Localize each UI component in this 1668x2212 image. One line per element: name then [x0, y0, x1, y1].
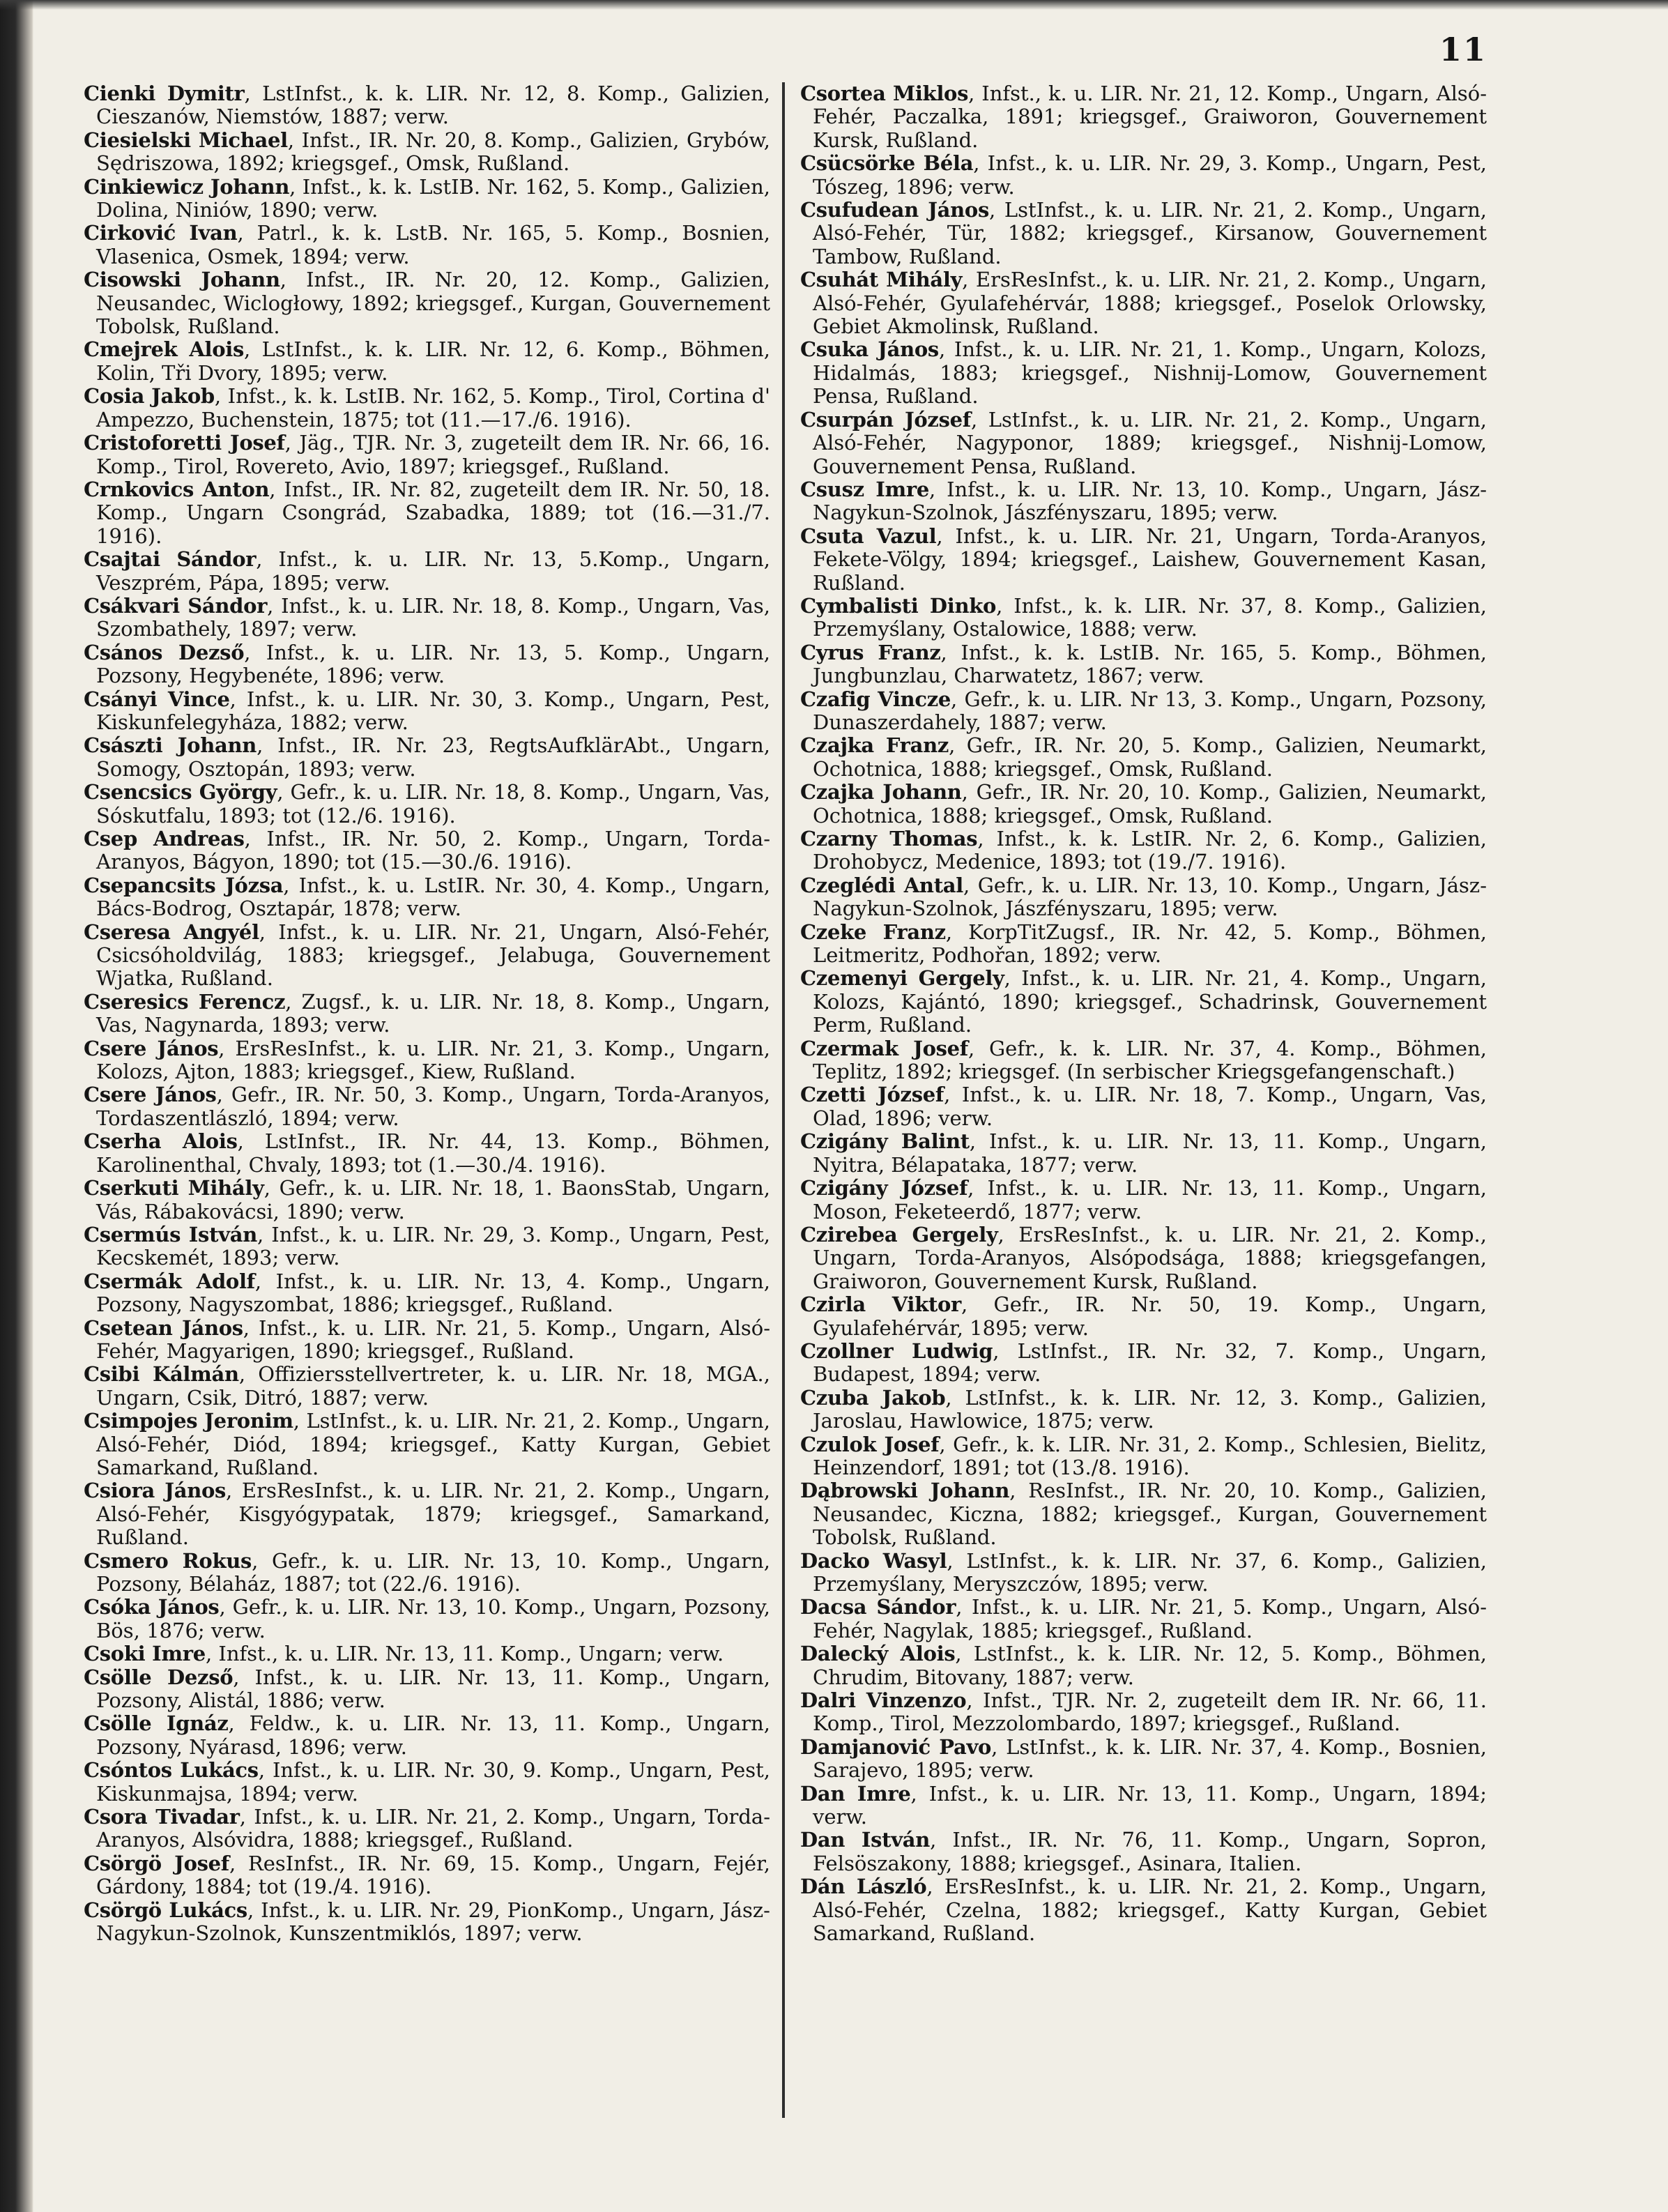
entry-details: , LstInfst., k. u. LIR. Nr. 21, 2. Komp., Ungarn, Alsó-Fehér, Tür, 1882; kriegsgef., Kirsanow, Gouvernement Tambow, Rußland.: [813, 198, 1487, 268]
entry-name: Czemenyi Gergely: [800, 966, 1004, 991]
entry-name: Cristoforetti Josef: [84, 431, 285, 455]
list-entry: [84, 176, 770, 222]
list-entry: [84, 432, 770, 478]
entry-name: Cyrus Franz: [800, 640, 941, 664]
entry-details: , Patrl., k. k. LstB. Nr. 165, 5. Komp., Bosnien, Vlasenica, Osmek, 1894; verw.: [96, 221, 770, 268]
list-entry: [800, 1689, 1487, 1736]
entry-details: , Infst., k. u. LIR. Nr. 21, 12. Komp., Ungarn, Alsó-Fehér, Paczalka, 1891; kriegsgef., Graiworon, Gouvernement Kursk, Rußland.: [813, 82, 1487, 152]
entry-name: Csepancsits Józsa: [84, 873, 284, 897]
entry-name: Csákvari Sándor: [84, 593, 268, 618]
list-entry: [84, 1363, 770, 1410]
entry-details: , Gefr., k. u. LIR. Nr. 18, 8. Komp., Ungarn, Vas, Sóskutfalu, 1893; tot (12./6. 1916).: [96, 780, 770, 827]
entry-name: Csencsics György: [84, 780, 277, 804]
entry-details: , LstInfst., IR. Nr. 44, 13. Komp., Böhmen, Karolinenthal, Chvaly, 1893; tot (1.—30./4. 1916).: [96, 1129, 770, 1177]
list-entry: [84, 734, 770, 781]
list-entry: [800, 82, 1487, 152]
list-entry: [800, 1037, 1487, 1084]
entry-name: Czulok Josef: [800, 1432, 940, 1456]
entry-name: Csücsörke Béla: [800, 151, 974, 176]
entry-details: , Infst., k. k. LstIB. Nr. 165, 5. Komp., Böhmen, Jungbunzlau, Charwatetz, 1867; verw.: [813, 640, 1487, 688]
entry-details: , LstInfst., k. u. LIR. Nr. 21, 2. Komp., Ungarn, Alsó-Fehér, Diód, 1894; kriegsgef., Katty Kurgan, Gebiet Samarkand, Rußland.: [96, 1409, 770, 1479]
entry-details: , Infst., IR. Nr. 20, 8. Komp., Galizien, Grybów, Sędriszowa, 1892; kriegsgef., Omsk, Rußland.: [96, 128, 770, 176]
entry-details: , Jäg., TJR. Nr. 3, zugeteilt dem IR. Nr. 66, 16. Komp., Tirol, Rovereto, Avio, 1897; kriegsgef., Rußland.: [96, 431, 770, 478]
list-entry: [800, 338, 1487, 408]
entry-details: , Infst., k. u. LIR. Nr. 30, 3. Komp., Ungarn, Pest, Kiskunfelegyháza, 1882; verw.: [96, 687, 770, 734]
entry-details: , LstInfst., k. k. LIR. Nr. 12, 8. Komp., Galizien, Cieszanów, Niemstów, 1887; verw.: [96, 82, 770, 129]
list-entry: [800, 1736, 1487, 1783]
entry-details: , Infst., k. u. LIR. Nr. 21, 2. Komp., Ungarn, Torda-Aranyos, Alsóvidra, 1888; kriegsgef., Rußland.: [96, 1805, 770, 1852]
entry-name: Czetti József: [800, 1083, 944, 1107]
entry-details: , Infst., k. u. LIR. Nr. 21, Ungarn, Alsó-Fehér, Csicsóholdvilág, 1883; kriegsgef., Jelabuga, Gouvernement Wjatka, Rußland.: [96, 920, 770, 991]
entry-name: Ciesielski Michael: [84, 128, 288, 152]
list-entry: [800, 1479, 1487, 1549]
entry-details: , Infst., k. u. LIR. Nr. 18, 7. Komp., Ungarn, Vas, Olad, 1896; verw.: [813, 1083, 1487, 1130]
entry-name: Dacsa Sándor: [800, 1595, 956, 1619]
entry-name: Czuba Jakob: [800, 1385, 946, 1410]
entry-name: Csányi Vince: [84, 687, 230, 711]
list-entry: [800, 874, 1487, 921]
list-entry: [84, 1083, 770, 1130]
list-entry: [84, 921, 770, 991]
entry-name: Csuhát Mihály: [800, 268, 963, 292]
list-entry: [800, 1177, 1487, 1223]
entry-name: Cmejrek Alois: [84, 337, 245, 362]
entry-details: , Gefr., IR. Nr. 50, 19. Komp., Ungarn, Gyulafehérvár, 1895; verw.: [813, 1292, 1487, 1340]
list-entry: [800, 1340, 1487, 1387]
entry-details: , Infst., k. k. LIR. Nr. 37, 8. Komp., Galizien, Przemyślany, Ostalowice, 1888; verw.: [813, 593, 1487, 641]
entry-details: , Gefr., k. k. LIR. Nr. 37, 4. Komp., Böhmen, Teplitz, 1892; kriegsgef. (In serbischer Kriegsgefangenschaft.): [813, 1036, 1487, 1084]
list-entry: [84, 1806, 770, 1852]
entry-name: Czigány József: [800, 1176, 968, 1200]
entry-name: Cirković Ivan: [84, 221, 238, 245]
list-entry: [800, 967, 1487, 1037]
list-entry: [84, 268, 770, 338]
entry-name: Csoki Imre: [84, 1642, 206, 1666]
page-number: 11: [1439, 31, 1487, 68]
entry-name: Czigány Balint: [800, 1129, 970, 1154]
entry-name: Csóka János: [84, 1595, 220, 1619]
list-entry: [800, 781, 1487, 827]
entry-details: , Gefr., k. k. LIR. Nr. 31, 2. Komp., Schlesien, Bielitz, Heinzendorf, 1891; tot (13./8. 1916).: [813, 1432, 1487, 1479]
entry-details: , Infst., IR. Nr. 82, zugeteilt dem IR. Nr. 50, 18. Komp., Ungarn Csongrád, Szabadka, 1889; tot (16.—31./7. 1916).: [96, 477, 770, 548]
entry-name: Csimpojes Jeronim: [84, 1409, 293, 1433]
entry-details: , Infst., k. u. LIR. Nr. 13, 11. Komp., Ungarn, Moson, Feketeerdő, 1877; verw.: [813, 1176, 1487, 1223]
entry-details: , Infst., k. u. LIR. Nr. 29, PionKomp., Ungarn, Jász-Nagykun-Szolnok, Kunszentmiklós, 1897; verw.: [96, 1898, 770, 1946]
entry-name: Csetean János: [84, 1315, 243, 1340]
entry-details: , Infst., IR. Nr. 50, 2. Komp., Ungarn, Torda-Aranyos, Bágyon, 1890; tot (15.—30./6. 1916).: [96, 827, 770, 874]
entry-details: , Infst., k. k. LstIB. Nr. 162, 5. Komp., Galizien, Dolina, Niniów, 1890; verw.: [96, 174, 770, 222]
entry-name: Cserkuti Mihály: [84, 1176, 264, 1200]
entry-details: , Infst., k. u. LIR. Nr. 13, 5.Komp., Ungarn, Veszprém, Pápa, 1895; verw.: [96, 547, 770, 595]
entry-details: , Infst., k. u. LIR. Nr. 13, 11. Komp., Ungarn, 1894; verw.: [813, 1781, 1487, 1829]
list-entry: [84, 385, 770, 432]
list-entry: [84, 1712, 770, 1759]
entry-details: , KorpTitZugsf., IR. Nr. 42, 5. Komp., Böhmen, Leitmeritz, Podhořan, 1892; verw.: [813, 920, 1487, 968]
entry-name: Csóntos Lukács: [84, 1758, 259, 1783]
entry-details: , Gefr., IR. Nr. 50, 3. Komp., Ungarn, Torda-Aranyos, Tordaszentlászló, 1894; verw.: [96, 1083, 770, 1130]
entry-details: , ErsResInfst., k. u. LIR. Nr. 21, 3. Komp., Ungarn, Kolozs, Ajton, 1883; kriegsgef., Kiew, Rußland.: [96, 1036, 770, 1084]
entry-name: Csölle Ignáz: [84, 1711, 229, 1736]
right-column: [800, 82, 1487, 2118]
list-entry: [800, 595, 1487, 641]
entry-details: , Infst., k. u. LIR. Nr. 21, 5. Komp., Ungarn, Alsó-Fehér, Magyarigen, 1890; kriegsgef., Rußland.: [96, 1315, 770, 1363]
entry-name: Cosia Jakob: [84, 384, 215, 409]
list-entry: [800, 1550, 1487, 1596]
entry-name: Csiora János: [84, 1479, 227, 1503]
list-entry: [800, 1387, 1487, 1433]
list-entry: [800, 525, 1487, 595]
entry-name: Csibi Kálmán: [84, 1362, 239, 1387]
entry-name: Dan Imre: [800, 1781, 911, 1806]
list-entry: [800, 478, 1487, 525]
list-entry: [84, 1130, 770, 1177]
list-entry: [84, 478, 770, 548]
list-entry: [84, 991, 770, 1037]
entry-name: Csermús István: [84, 1222, 257, 1246]
entry-name: Csermák Adolf: [84, 1269, 255, 1293]
scan-top-edge: [0, 0, 1668, 10]
entry-details: , Infst., k. k. LstIR. Nr. 2, 6. Komp., Galizien, Drohobycz, Medenice, 1893; tot (19./7. 1916).: [813, 827, 1487, 874]
list-entry: [84, 781, 770, 827]
list-entry: [84, 1410, 770, 1479]
list-entry: [84, 1596, 770, 1642]
entry-details: , Infst., IR. Nr. 76, 11. Komp., Ungarn, Sopron, Felsöszakony, 1888; kriegsgef., Asinara, Italien.: [813, 1828, 1487, 1875]
entry-details: , ResInfst., IR. Nr. 20, 10. Komp., Galizien, Neusandec, Kiczna, 1882; kriegsgef., Kurgan, Gouvernement Tobolsk, Rußland.: [813, 1479, 1487, 1550]
list-entry: [84, 874, 770, 921]
entry-details: , LstInfst., k. k. LIR. Nr. 12, 6. Komp., Böhmen, Kolin, Tři Dvory, 1895; verw.: [96, 337, 770, 385]
entry-details: , Feldw., k. u. LIR. Nr. 13, 11. Komp., Ungarn, Pozsony, Nyárasd, 1896; verw.: [96, 1711, 770, 1759]
entry-details: , Infst., k. u. LIR. Nr. 13, 5. Komp., Ungarn, Pozsony, Hegybenéte, 1896; verw.: [96, 640, 770, 688]
entry-name: Cinkiewicz Johann: [84, 174, 290, 199]
entry-details: , ErsResInfst., k. u. LIR. Nr. 21, 2. Komp., Ungarn, Alsó-Fehér, Kisgyógypatak, 1879; kriegsgef., Samarkand, Rußland.: [96, 1479, 770, 1550]
list-entry: [84, 129, 770, 176]
entry-details: , Gefr., k. u. LIR. Nr. 13, 10. Komp., Ungarn, Pozsony, Bélaház, 1887; tot (22./6. 1916).: [96, 1548, 770, 1596]
list-entry: [800, 734, 1487, 781]
entry-details: , Infst., k. u. LIR. Nr. 13, 11. Komp., Ungarn, Pozsony, Alistál, 1886; verw.: [96, 1665, 770, 1713]
entry-name: Cienki Dymitr: [84, 82, 245, 105]
entry-details: , LstInfst., k. k. LIR. Nr. 12, 3. Komp., Galizien, Jaroslau, Hawlowice, 1875; verw.: [813, 1385, 1487, 1433]
entry-details: , ErsResInfst., k. u. LIR. Nr. 21, 2. Komp., Ungarn, Alsó-Fehér, Czelna, 1882; kriegsgef., Katty Kurgan, Gebiet Samarkand, Rußland.: [813, 1875, 1487, 1946]
entry-details: , Infst., k. u. LIR. Nr. 13, 11. Komp., Ungarn, Nyitra, Bélapataka, 1877; verw.: [813, 1129, 1487, 1177]
entry-details: , Offiziersstellvertreter, k. u. LIR. Nr. 18, MGA., Ungarn, Csik, Ditró, 1887; verw.: [96, 1362, 770, 1410]
entry-name: Cisowski Johann: [84, 268, 280, 292]
entry-name: Csurpán József: [800, 407, 971, 432]
entry-details: , Infst., k. u. LIR. Nr. 21, 1. Komp., Ungarn, Kolozs, Hidalmás, 1883; kriegsgef., Nishnij-Lomow, Gouvernement Pensa, Rußland.: [813, 337, 1487, 409]
entry-name: Dacko Wasyl: [800, 1548, 947, 1573]
list-entry: [84, 1177, 770, 1223]
list-entry: [800, 1130, 1487, 1177]
entry-name: Csufudean János: [800, 198, 989, 222]
list-entry: [84, 548, 770, 595]
entry-details: , Gefr., IR. Nr. 20, 10. Komp., Galizien, Neumarkt, Ochotnica, 1888; kriegsgef., Omsk, Rußland.: [813, 780, 1487, 827]
entry-details: , Gefr., IR. Nr. 20, 5. Komp., Galizien, Neumarkt, Ochotnica, 1888; kriegsgef., Omsk, Rußland.: [813, 733, 1487, 781]
list-entry: [800, 152, 1487, 199]
entry-name: Czirebea Gergely: [800, 1222, 998, 1246]
entry-details: , Infst., k. k. LstIB. Nr. 162, 5. Komp., Tirol, Cortina d' Ampezzo, Buchenstein, 1875; tot (11.—17./6. 1916).: [96, 384, 770, 432]
entry-details: , Infst., k. u. LIR. Nr. 29, 3. Komp., Ungarn, Pest, Tószeg, 1896; verw.: [813, 151, 1487, 199]
entry-name: Csortea Miklos: [800, 82, 969, 105]
list-entry: [800, 1783, 1487, 1829]
left-column: [84, 82, 770, 2118]
entry-details: , Infst., k. u. LIR. Nr. 21, Ungarn, Torda-Aranyos, Fekete-Völgy, 1894; kriegsgef., Laishew, Gouvernement Kasan, Rußland.: [813, 524, 1487, 595]
list-entry: [84, 1479, 770, 1549]
entry-details: , Infst., k. u. LIR. Nr. 30, 9. Komp., Ungarn, Pest, Kiskunmajsa, 1894; verw.: [96, 1758, 770, 1806]
entry-name: Dalri Vinzenzo: [800, 1688, 967, 1713]
entry-details: , ResInfst., IR. Nr. 69, 15. Komp., Ungarn, Fejér, Gárdony, 1884; tot (19./4. 1916).: [96, 1851, 770, 1899]
list-entry: [800, 688, 1487, 735]
entry-details: , LstInfst., k. k. LIR. Nr. 37, 4. Komp., Bosnien, Sarajevo, 1895; verw.: [813, 1734, 1487, 1783]
list-entry: [800, 409, 1487, 478]
entry-details: , Zugsf., k. u. LIR. Nr. 18, 8. Komp., Ungarn, Vas, Nagynarda, 1893; verw.: [96, 989, 770, 1037]
list-entry: [84, 1270, 770, 1317]
list-entry: [84, 827, 770, 874]
entry-details: , Gefr., k. u. LIR. Nr. 18, 1. BaonsStab, Ungarn, Vás, Rábakovácsi, 1890; verw.: [96, 1176, 770, 1223]
list-entry: [800, 1875, 1487, 1945]
entry-name: Császti Johann: [84, 733, 257, 758]
list-entry: [800, 199, 1487, 268]
entry-name: Damjanović Pavo: [800, 1734, 992, 1759]
list-entry: [800, 921, 1487, 968]
list-entry: [800, 1223, 1487, 1293]
entry-details: , Infst., IR. Nr. 23, RegtsAufklärAbt., Ungarn, Somogy, Osztopán, 1893; verw.: [96, 733, 770, 781]
entry-name: Cserha Alois: [84, 1129, 238, 1154]
entry-name: Dąbrowski Johann: [800, 1479, 1010, 1503]
entry-details: , Infst., k. u. LIR. Nr. 29, 3. Komp., Ungarn, Pest, Kecskemét, 1893; verw.: [96, 1222, 770, 1270]
entry-details: , Gefr., k. u. LIR. Nr 13, 3. Komp., Ungarn, Pozsony, Dunaszerdahely, 1887; verw.: [813, 687, 1487, 734]
list-entry: [84, 641, 770, 688]
entry-name: Csuta Vazul: [800, 524, 937, 548]
entry-name: Csölle Dezső: [84, 1665, 234, 1689]
entry-name: Dan István: [800, 1828, 931, 1852]
entry-details: , Gefr., k. u. LIR. Nr. 13, 10. Komp., Ungarn, Pozsony, Bös, 1876; verw.: [96, 1595, 770, 1642]
entry-name: Csörgö Josef: [84, 1851, 229, 1875]
list-entry: [800, 268, 1487, 338]
entry-name: Csora Tivadar: [84, 1805, 240, 1829]
entry-name: Csere János: [84, 1083, 217, 1107]
entry-details: , Infst., k. u. LIR. Nr. 18, 8. Komp., Ungarn, Vas, Szombathely, 1897; verw.: [96, 593, 770, 641]
entry-name: Czeke Franz: [800, 920, 946, 944]
entry-details: , Infst., k. u. LstIR. Nr. 30, 4. Komp., Ungarn, Bács-Bodrog, Osztapár, 1878; verw.: [96, 873, 770, 921]
entry-name: Czajka Johann: [800, 780, 962, 804]
list-entry: [800, 827, 1487, 874]
list-entry: [800, 1433, 1487, 1480]
entry-details: , Infst., k. u. LIR. Nr. 13, 4. Komp., Ungarn, Pozsony, Nagyszombat, 1886; kriegsgef., Rußland.: [96, 1269, 770, 1317]
list-entry: [84, 1223, 770, 1270]
list-entry: [84, 82, 770, 129]
list-entry: [800, 1642, 1487, 1689]
entry-details: , Infst., k. u. LIR. Nr. 21, 5. Komp., Ungarn, Alsó-Fehér, Nagylak, 1885; kriegsgef., Rußland.: [813, 1595, 1487, 1642]
entry-name: Czollner Ludwig: [800, 1338, 993, 1363]
list-entry: [84, 1550, 770, 1596]
entry-name: Czarny Thomas: [800, 827, 978, 851]
list-entry: [84, 222, 770, 268]
list-entry: [84, 688, 770, 735]
entry-name: Dalecký Alois: [800, 1642, 956, 1666]
entry-details: , LstInfst., k. k. LIR. Nr. 12, 5. Komp., Böhmen, Chrudim, Bitovany, 1887; verw.: [813, 1642, 1487, 1689]
list-entry: [84, 1666, 770, 1713]
scan-left-edge: [0, 0, 33, 2212]
list-entry: [84, 1317, 770, 1364]
entry-name: Czirla Viktor: [800, 1292, 962, 1317]
entry-name: Csmero Rokus: [84, 1548, 252, 1573]
entry-details: , Infst., k. u. LIR. Nr. 13, 10. Komp., Ungarn, Jász-Nagykun-Szolnok, Jászfényszaru, 1895; verw.: [813, 477, 1487, 525]
entry-details: , LstInfst., k. u. LIR. Nr. 21, 2. Komp., Ungarn, Alsó-Fehér, Nagyponor, 1889; kriegsgef., Nishnij-Lomow, Gouvernement Pensa, Rußland.: [813, 407, 1487, 478]
list-entry: [84, 595, 770, 641]
entry-name: Czermak Josef: [800, 1036, 968, 1060]
entry-details: , Gefr., k. u. LIR. Nr. 13, 10. Komp., Ungarn, Jász-Nagykun-Szolnok, Jászfényszaru, 1895; verw.: [813, 873, 1487, 921]
entry-details: , Infst., k. u. LIR. Nr. 13, 11. Komp., Ungarn; verw.: [205, 1642, 724, 1666]
list-entry: [84, 1899, 770, 1946]
entry-details: , Infst., k. u. LIR. Nr. 21, 4. Komp., Ungarn, Kolozs, Kajántó, 1890; kriegsgef., Schadrinsk, Gouvernement Perm, Rußland.: [813, 966, 1487, 1037]
entry-name: Cseresa Angyél: [84, 920, 259, 944]
entry-name: Czeglédi Antal: [800, 873, 964, 897]
entry-name: Csusz Imre: [800, 477, 929, 501]
entry-name: Crnkovics Anton: [84, 477, 270, 501]
entry-name: Csörgö Lukács: [84, 1898, 247, 1922]
list-entry: [84, 1759, 770, 1806]
entry-details: , LstInfst., k. k. LIR. Nr. 37, 6. Komp., Galizien, Przemyślany, Meryszczów, 1895; verw.: [813, 1548, 1487, 1596]
entry-name: Cseresics Ferencz: [84, 989, 286, 1014]
entry-details: , LstInfst., IR. Nr. 32, 7. Komp., Ungarn, Budapest, 1894; verw.: [813, 1338, 1487, 1387]
list-entry: [84, 1037, 770, 1084]
list-entry: [800, 1083, 1487, 1130]
list-entry: [84, 1642, 770, 1665]
entry-details: , ErsResInfst., k. u. LIR. Nr. 21, 2. Komp., Ungarn, Torda-Aranyos, Alsópodsága, 1888; kriegsgefangen, Graiworon, Gouvernement Kursk, Rußland.: [813, 1222, 1487, 1293]
entry-name: Czafig Vincze: [800, 687, 951, 711]
list-entry: [84, 1852, 770, 1899]
entry-details: , Infst., IR. Nr. 20, 12. Komp., Galizien, Neusandec, Wiclogłowy, 1892; kriegsgef., Kurgan, Gouvernement Tobolsk, Rußland.: [96, 268, 770, 339]
entry-details: , ErsResInfst., k. u. LIR. Nr. 21, 2. Komp., Ungarn, Alsó-Fehér, Gyulafehérvár, 1888; kriegsgef., Poselok Orlowsky, Gebiet Akmolinsk, Rußland.: [813, 268, 1487, 339]
list-entry: [800, 1293, 1487, 1340]
entry-name: Csános Dezső: [84, 640, 245, 664]
column-divider: [782, 82, 785, 2118]
list-entry: [800, 1829, 1487, 1875]
list-entry: [800, 1596, 1487, 1642]
list-entry: [84, 338, 770, 385]
entry-name: Czajka Franz: [800, 733, 949, 758]
entry-name: Dán László: [800, 1875, 927, 1899]
entry-name: Csuka János: [800, 337, 939, 362]
entry-name: Csere János: [84, 1036, 219, 1060]
entry-name: Csep Andreas: [84, 827, 245, 851]
entry-details: , Infst., TJR. Nr. 2, zugeteilt dem IR. Nr. 66, 11. Komp., Tirol, Mezzolombardo, 1897; kriegsgef., Rußland.: [813, 1688, 1487, 1736]
list-entry: [800, 641, 1487, 688]
entry-name: Csajtai Sándor: [84, 547, 257, 572]
entry-name: Cymbalisti Dinko: [800, 593, 997, 618]
